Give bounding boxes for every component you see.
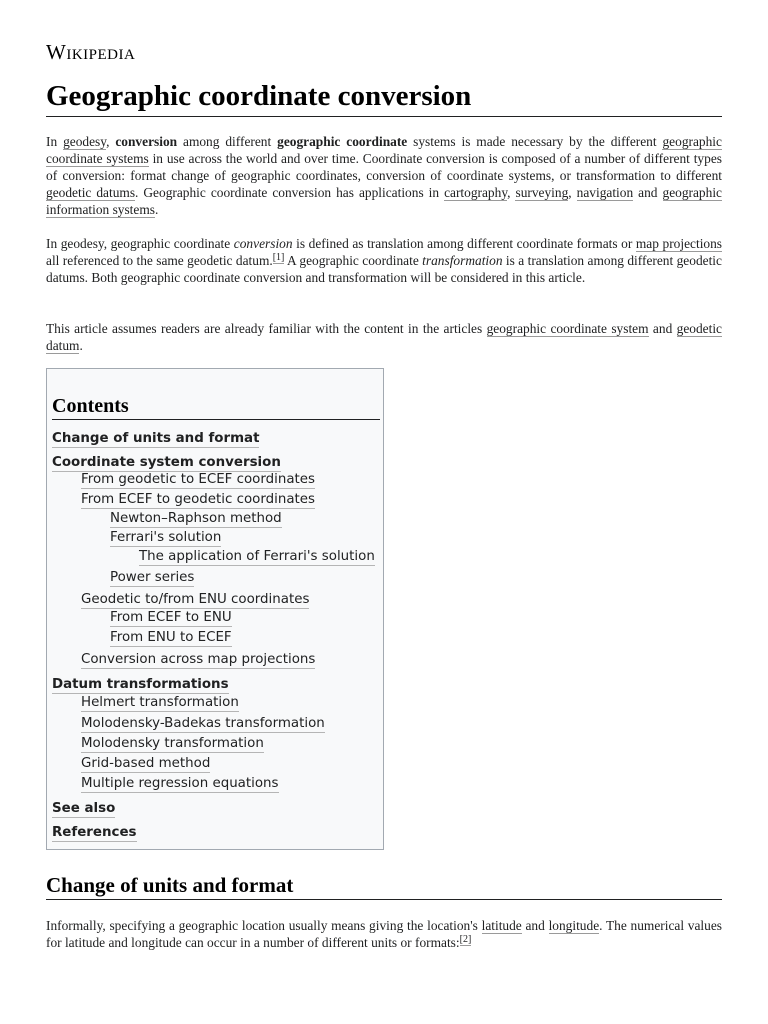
link-geographic-coordinate-system[interactable]: geographic coordinate system: [486, 321, 649, 336]
toc-item-map-projections[interactable]: Conversion across map projections: [81, 652, 316, 667]
toc-item-newton-raphson[interactable]: Newton–Raphson method: [110, 511, 282, 526]
intro-paragraph-2: [46, 235, 722, 286]
wikipedia-wordmark: Wikipedia: [46, 40, 136, 64]
text: Informally, specifying a geographic location usually means giving the location's: [46, 918, 482, 933]
link-geodetic-datum[interactable]: geodetic datum: [46, 321, 722, 353]
link-geographic-coordinate-systems[interactable]: geographic coordinate systems: [46, 134, 722, 166]
link-geodesy[interactable]: geodesy: [63, 134, 107, 149]
text: systems is made necessary by the different: [407, 134, 663, 149]
toc-item-geodetic-enu[interactable]: Geodetic to/from ENU coordinates: [81, 592, 310, 607]
intro-paragraph-1: [46, 133, 722, 218]
toc-item-ferraris-solution[interactable]: Ferrari's solution: [110, 530, 222, 545]
toc-item-ecef-to-enu[interactable]: From ECEF to ENU: [110, 610, 232, 625]
toc-item-power-series[interactable]: Power series: [110, 570, 195, 585]
text: among different: [177, 134, 278, 149]
text: is a translation among different geodetic datums. Both geographic coordinate conversion and transformation will be considered in this article.: [46, 253, 722, 285]
text: and: [633, 185, 663, 200]
text: ,: [568, 185, 577, 200]
text: ,: [106, 134, 116, 149]
toc-item-application-of-ferrari[interactable]: The application of Ferrari's solution: [139, 549, 375, 564]
table-of-contents: [46, 368, 384, 850]
toc-item-enu-to-ecef[interactable]: From ENU to ECEF: [110, 630, 232, 645]
text: all referenced to the same geodetic datum.: [46, 253, 273, 268]
toc-item-datum-transformations[interactable]: Datum transformations: [52, 677, 229, 692]
italic-transformation: transformation: [422, 253, 503, 268]
text: in use across the world and over time. Coordinate conversion is composed of a number of different types of conversion: format change of geographic coordinates, conversion of coordinate systems, or transformation to different: [46, 151, 722, 183]
toc-item-references[interactable]: References: [52, 825, 137, 840]
reference-1[interactable]: [1]: [272, 251, 285, 263]
link-longitude[interactable]: longitude: [548, 918, 600, 933]
section-heading-change-of-units: Change of units and format: [46, 872, 722, 900]
link-latitude[interactable]: latitude: [481, 918, 522, 933]
text: In: [46, 134, 64, 149]
toc-item-molodensky[interactable]: Molodensky transformation: [81, 736, 264, 751]
toc-item-molodensky-badekas[interactable]: Molodensky-Badekas transformation: [81, 716, 325, 731]
toc-item-grid-based[interactable]: Grid-based method: [81, 756, 211, 771]
text: ,: [507, 185, 516, 200]
link-map-projections[interactable]: map projections: [635, 236, 723, 251]
link-surveying[interactable]: surveying: [515, 185, 569, 200]
italic-conversion: conversion: [233, 236, 293, 251]
toc-item-coordinate-system-conversion[interactable]: Coordinate system conversion: [52, 455, 281, 470]
reference-2[interactable]: [2]: [459, 933, 472, 945]
text: and: [648, 321, 677, 336]
toc-item-change-of-units[interactable]: Change of units and format: [52, 431, 260, 446]
text: and: [521, 918, 549, 933]
text: is defined as translation among different coordinate formats or: [292, 236, 636, 251]
text: . The numerical values for latitude and longitude can occur in a number of different units or formats:: [46, 918, 723, 950]
text: This article assumes readers are already familiar with the content in the articles: [46, 321, 487, 336]
toc-item-multiple-regression[interactable]: Multiple regression equations: [81, 776, 279, 791]
toc-item-helmert[interactable]: Helmert transformation: [81, 695, 239, 710]
page-title: Geographic coordinate conversion: [46, 78, 722, 117]
text: A geographic coordinate: [284, 253, 423, 268]
link-geodetic-datums[interactable]: geodetic datums: [46, 185, 136, 200]
toc-item-see-also[interactable]: See also: [52, 801, 116, 816]
toc-title: Contents: [52, 393, 380, 420]
toc-item-geodetic-to-ecef[interactable]: From geodetic to ECEF coordinates: [81, 472, 316, 487]
link-cartography[interactable]: cartography: [444, 185, 508, 200]
bold-geographic-coordinate: geographic coordinate: [277, 134, 408, 149]
text: .: [154, 202, 159, 217]
intro-paragraph-3: [46, 320, 722, 354]
text: In geodesy, geographic coordinate: [46, 236, 234, 251]
bold-conversion: conversion: [115, 134, 178, 149]
toc-item-ecef-to-geodetic[interactable]: From ECEF to geodetic coordinates: [81, 492, 316, 507]
link-geographic-information-systems[interactable]: geographic information systems: [46, 185, 722, 217]
text: .: [79, 338, 83, 353]
text: . Geographic coordinate conversion has applications in: [135, 185, 445, 200]
wikipedia-logo[interactable]: [46, 40, 135, 65]
section-paragraph: [46, 917, 722, 951]
link-navigation[interactable]: navigation: [576, 185, 634, 200]
